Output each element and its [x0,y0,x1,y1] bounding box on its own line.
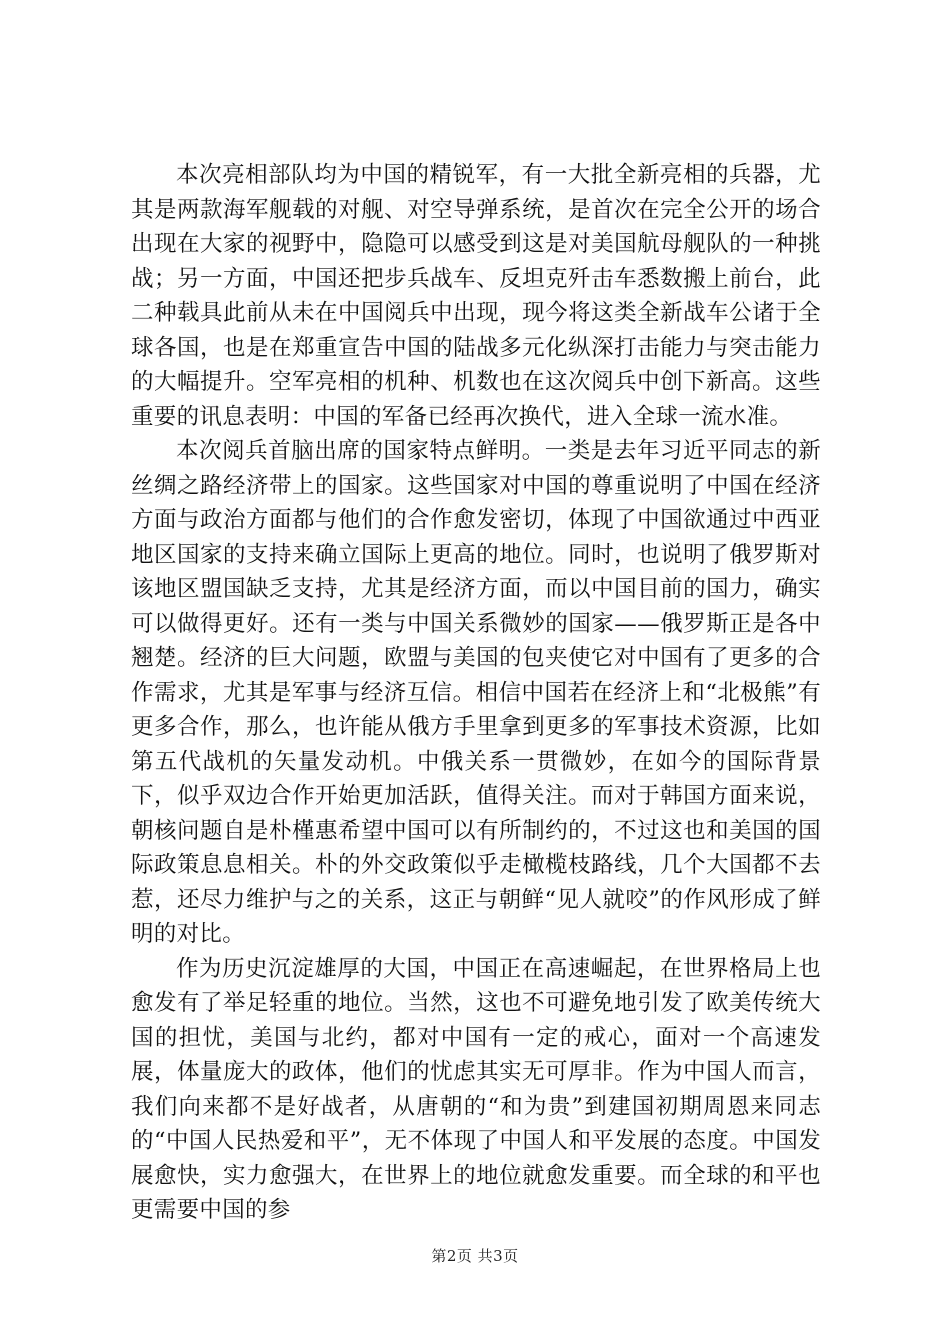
document-body [131,158,821,1228]
paragraph-1: 本次亮相部队均为中国的精锐军，有一大批全新亮相的兵器，尤其是两款海军舰载的对舰、对空导弹系统，是首次在完全公开的场合出现在大家的视野中，隐隐可以感受到这是对美国航母舰队的一种挑战；另一方面，中国还把步兵战车、反坦克歼击车悉数搬上前台，此二种载具此前从未在中国阅兵中出现，现今将这类全新战车公诸于全球各国，也是在郑重宣告中国的陆战多元化纵深打击能力与突击能力的大幅提升。空军亮相的机种、机数也在这次阅兵中创下新高。这些重要的讯息表明：中国的军备已经再次换代，进入全球一流水准。 [131,162,821,430]
paragraph-2: 本次阅兵首脑出席的国家特点鲜明。一类是去年习近平同志的新丝绸之路经济带上的国家。这些国家对中国的尊重说明了中国在经济方面与政治方面都与他们的合作愈发密切，体现了中国欲通过中西亚地区国家的支持来确立国际上更高的地位。同时，也说明了俄罗斯对该地区盟国缺乏支持，尤其是经济方面，而以中国目前的国力，确实可以做得更好。还有一类与中国关系微妙的国家——俄罗斯正是各中翘楚。经济的巨大问题，欧盟与美国的包夹使它对中国有了更多的合作需求，尤其是军事与经济互信。相信中国若在经济上和“北极熊”有更多合作，那么，也许能从俄方手里拿到更多的军事技术资源，比如第五代战机的矢量发动机。中俄关系一贯微妙，在如今的国际背景下，似乎双边合作开始更加活跃，值得关注。而对于韩国方面来说，朝核问题自是朴槿惠希望中国可以有所制约的，不过这也和美国的国际政策息息相关。朴的外交政策似乎走橄榄枝路线，几个大国都不去惹，还尽力维护与之的关系，这正与朝鲜“见人就咬”的作风形成了鲜明的对比。 [131,438,821,947]
page-footer [0,1246,950,1266]
paragraph-3: 作为历史沉淀雄厚的大国，中国正在高速崛起，在世界格局上也愈发有了举足轻重的地位。当然，这也不可避免地引发了欧美传统大国的担忧，美国与北约，都对中国有一定的戒心，面对一个高速发展，体量庞大的政体，他们的忧虑其实无可厚非。作为中国人而言，我们向来都不是好战者，从唐朝的“和为贵”到建国初期周恩来同志的“中国人民热爱和平”，无不体现了中国人和平发展的态度。中国发展愈快，实力愈强大，在世界上的地位就愈发重要。而全球的和平也更需要中国的参 [131,955,821,1223]
page-number-indicator: 第2页 共3页 [431,1247,519,1265]
